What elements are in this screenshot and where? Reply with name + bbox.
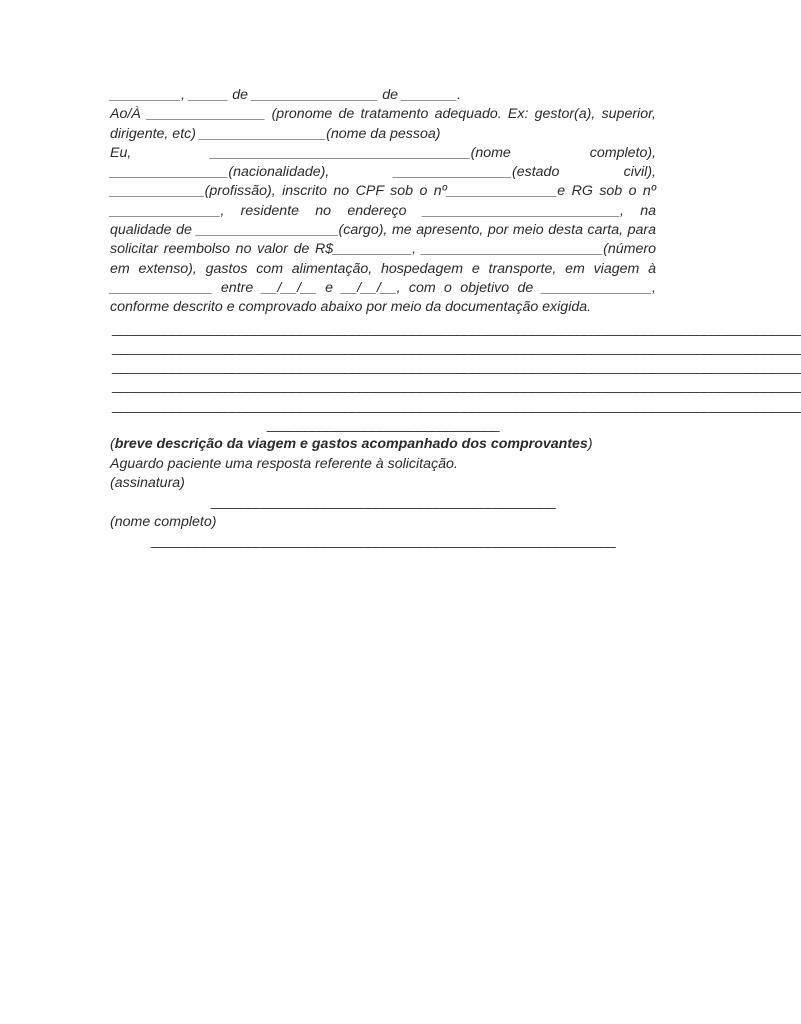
letter-document: [110, 86, 801, 551]
short-rule-line: _______________________________: [266, 417, 500, 434]
description-line: ____________________________________________________________________________________________: [112, 378, 801, 395]
body-line-1: Eu, _________________________________(nome completo),: [110, 144, 656, 161]
letter-body: _______________(nacionalidade), _______________(estado civil), ____________(profissão), inscrito no CPF sob o nº______________e RG sob o nº ______________, residente no endereço _________________________, na qualidade de __________________(cargo), me apresento, por meio desta carta, para solicitar reembolso no valor de R$__________, _______________________(número em extenso), gastos com alimentação, hospedagem e transporte, em viagem à _____________ entre __/__/__ e __/__/__, com o objetivo de ______________, conforme descrito e comprovado abaixo por meio da documentação exigida.: [110, 164, 656, 316]
description-caption: (breve descrição da viagem e gastos acompanhado dos comprovantes): [110, 436, 593, 453]
name-line: ______________________________________________________________: [150, 532, 616, 549]
description-line: ____________________________________________________________________________________________: [112, 359, 801, 376]
salutation: Ao/À _______________ (pronome de tratamento adequado. Ex: gestor(a), superior, dirigente, etc) ________________(nome da pessoa): [110, 106, 656, 142]
signature-line: ______________________________________________: [210, 494, 556, 511]
signature-label: (assinatura): [110, 474, 185, 491]
date-line: _________, _____ de ________________ de _______.: [110, 87, 462, 103]
description-lines: [110, 320, 801, 416]
description-caption-text: breve descrição da viagem e gastos acompanhado dos comprovantes: [114, 436, 588, 453]
name-label: (nome completo): [110, 513, 217, 530]
description-line: ____________________________________________________________________________________________: [112, 320, 801, 337]
description-line: ____________________________________________________________________________________________: [112, 339, 801, 356]
closing-text: Aguardo paciente uma resposta referente à solicitação.: [110, 455, 458, 472]
description-line: ____________________________________________________________________________________________: [112, 397, 801, 414]
